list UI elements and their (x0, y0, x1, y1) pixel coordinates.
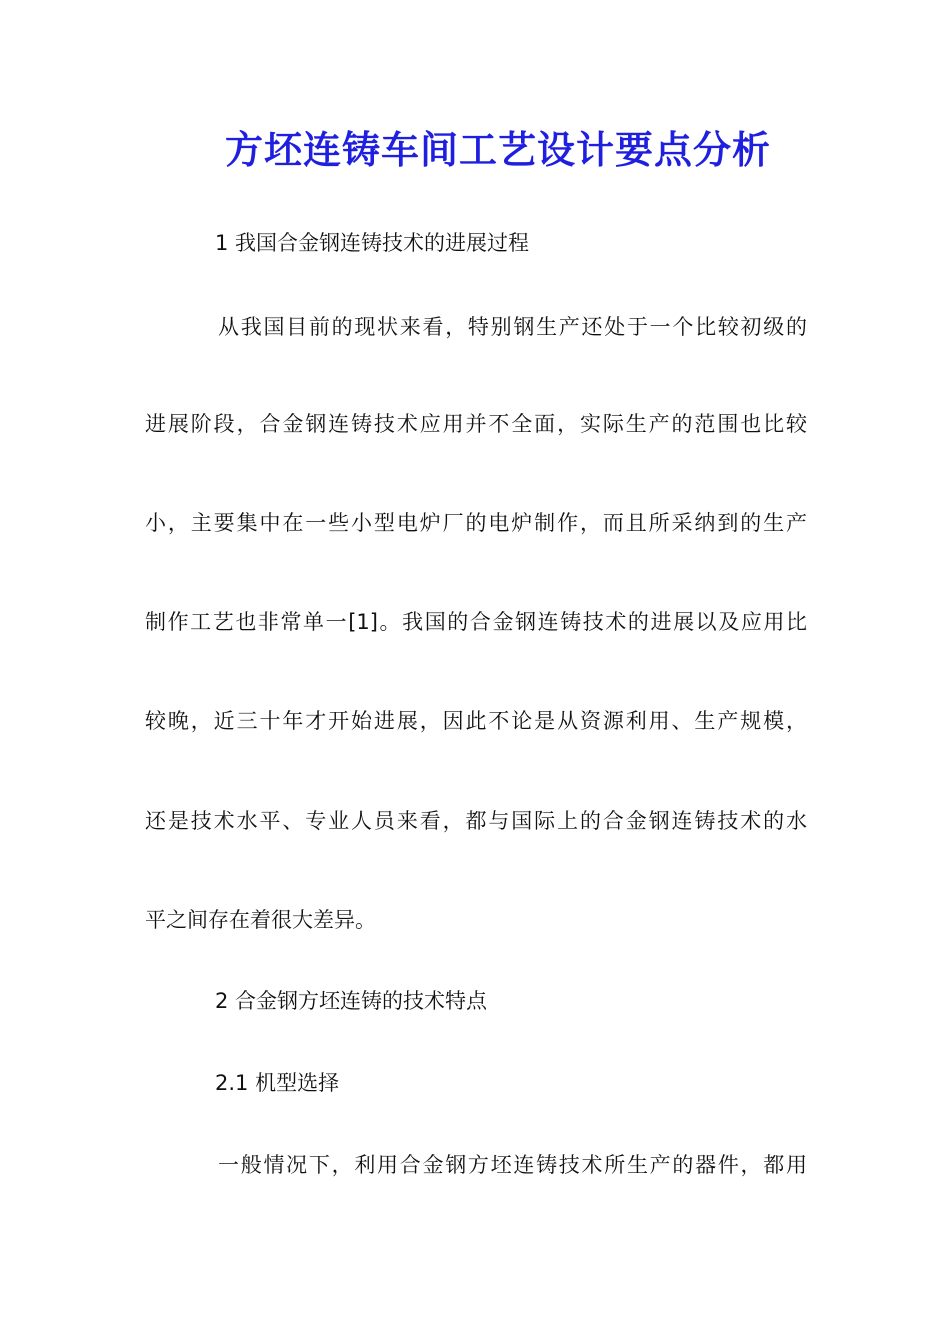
paragraph-1-line-6: 还是技术水平、专业人员来看，都与国际上的合金钢连铸技术的水 (145, 809, 807, 833)
paragraph-1-line-1: 从我国目前的现状来看，特别钢生产还处于一个比较初级的 (218, 315, 807, 339)
paragraph-1-line-5: 较晚，近三十年才开始进展，因此不论是从资源利用、生产规模， (145, 709, 807, 733)
paragraph-2-line-1: 一般情况下，利用合金钢方坯连铸技术所生产的器件，都用 (218, 1153, 807, 1177)
paragraph-1-line-4: 制作工艺也非常单一[1]。我国的合金钢连铸技术的进展以及应用比 (145, 610, 807, 634)
subsection-heading-2-1: 2.1 机型选择 (215, 1071, 340, 1095)
paragraph-1-line-2: 进展阶段，合金钢连铸技术应用并不全面，实际生产的范围也比较 (145, 412, 807, 436)
document-title: 方坯连铸车间工艺设计要点分析 (224, 127, 771, 172)
section-heading-2: 2 合金钢方坯连铸的技术特点 (215, 989, 488, 1013)
paragraph-1-line-3: 小，主要集中在一些小型电炉厂的电炉制作，而且所采纳到的生产 (145, 511, 807, 535)
paragraph-1-line-7: 平之间存在着很大差异。 (145, 908, 376, 932)
section-heading-1: 1 我国合金钢连铸技术的进展过程 (215, 231, 530, 255)
